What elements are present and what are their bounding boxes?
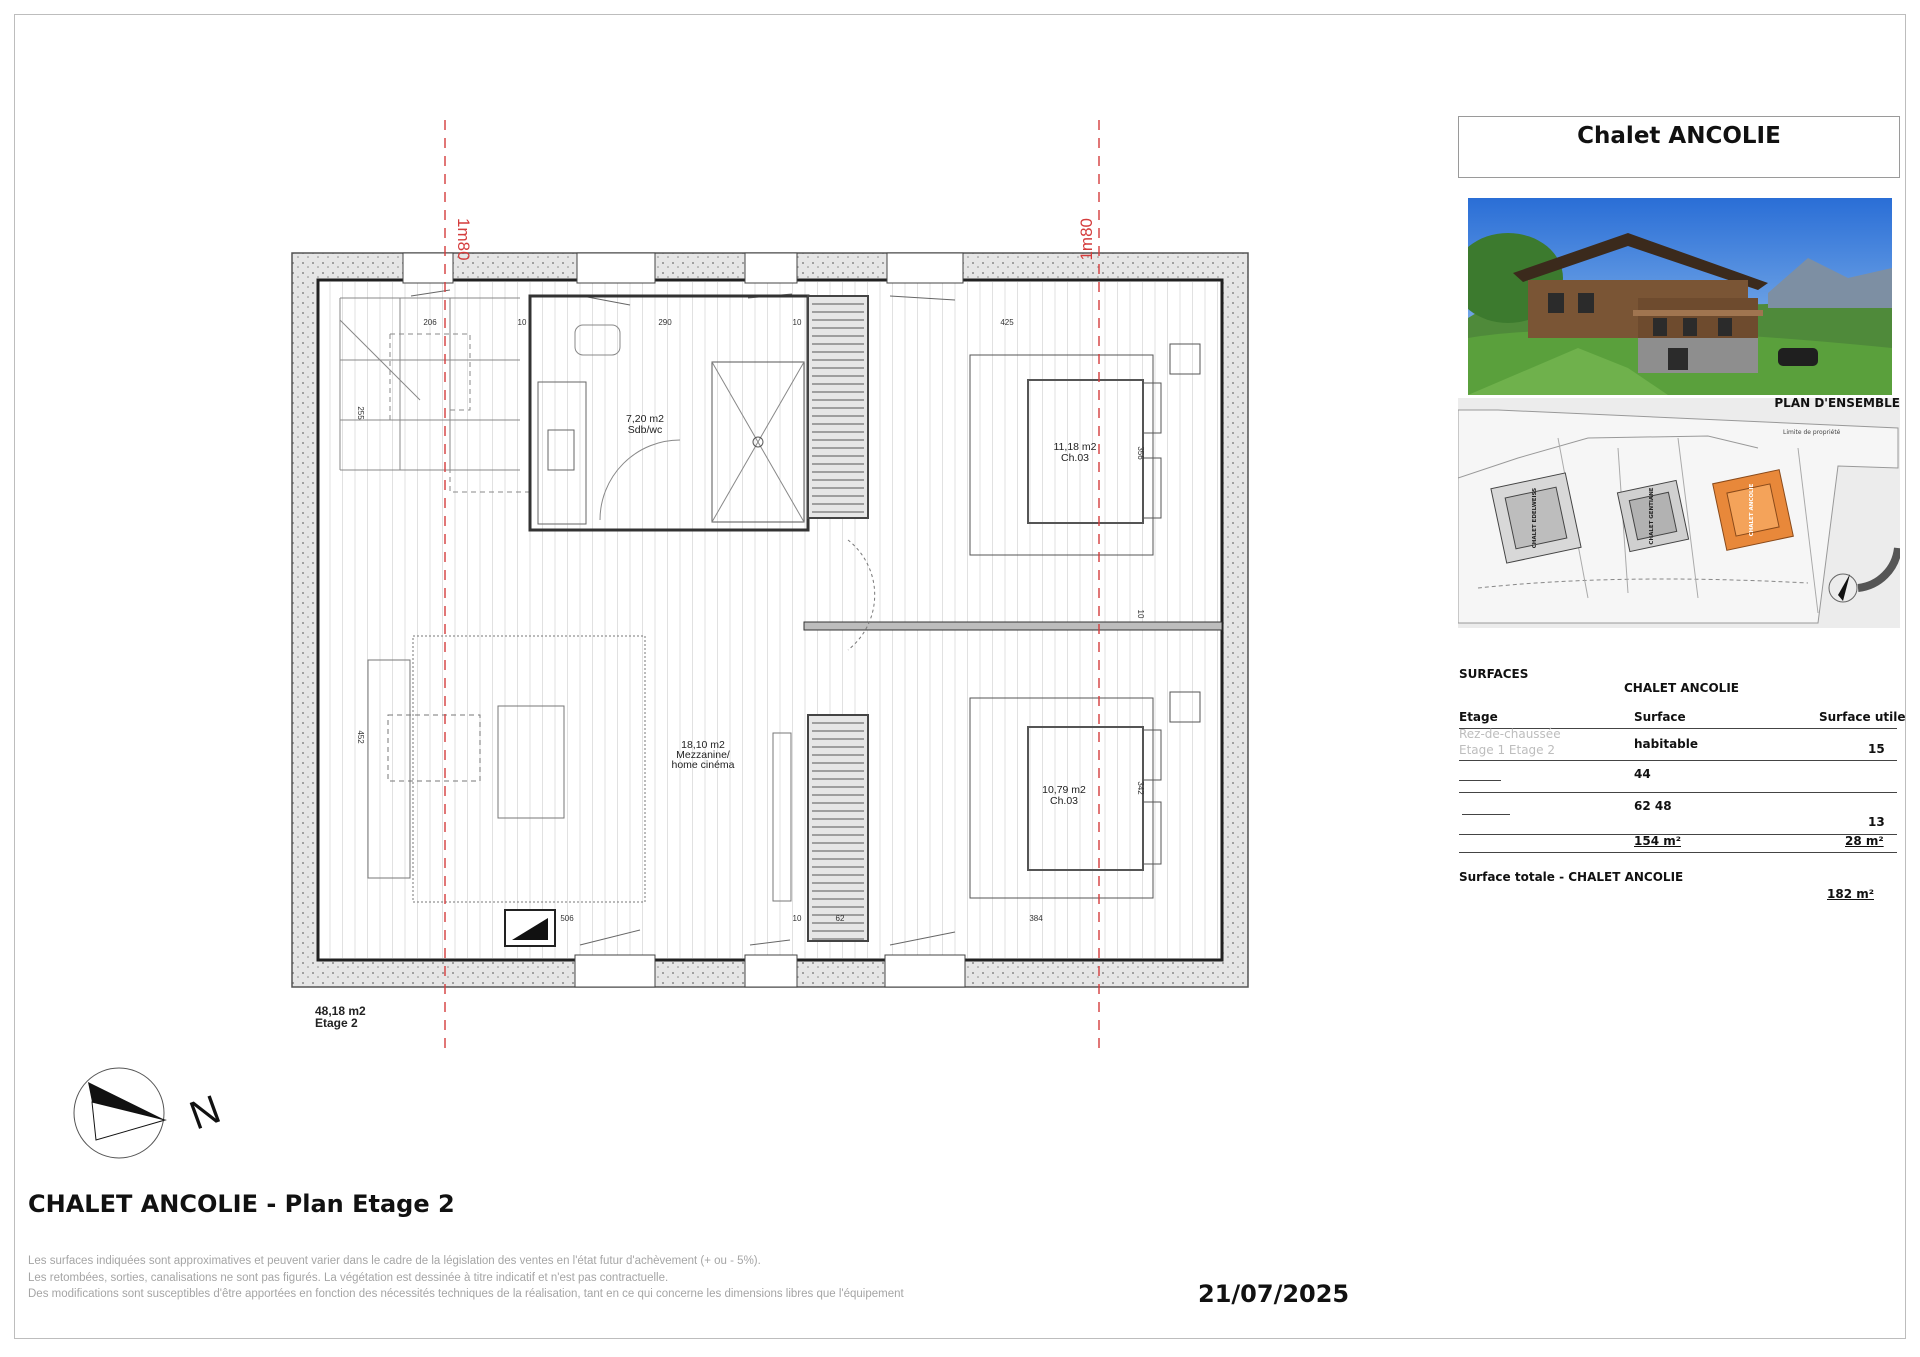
dim: 255 [356,406,365,420]
room-area-ch-bot: 10,79 m2 [1042,784,1086,796]
room-name-ch-bot: Ch.03 [1049,795,1079,807]
col-habitable: habitable [1634,737,1699,751]
floor-area: 48,18 m2 [315,1004,366,1018]
hab-1: 44 [1634,767,1651,781]
disclaimer-line: Les retombées, sorties, canalisations ne sont pas figurés. La végétation est dessinée à titre indicatif et n'est pas contractuelle. [28,1271,669,1284]
title-box [1458,116,1900,178]
chalet-title: Chalet ANCOLIE [1577,123,1781,149]
dim: 290 [658,318,672,327]
height-label-left: 1m80 [454,218,473,261]
dim: 62 [835,914,845,923]
dim: 206 [423,318,437,327]
disclaimer [28,1253,904,1303]
north-arrow-icon [74,1068,165,1158]
room-name-mezz-2: home cinéma [671,759,735,771]
dim: 10 [792,914,802,923]
wall-inner [318,280,1222,960]
dim: 506 [560,914,574,923]
partition-wall [804,622,1222,630]
floor-name: Etage 2 [315,1016,358,1030]
floor-names-1: Rez-de-chaussée [1459,727,1561,741]
dim: 342 [1136,781,1145,795]
site-chalet-2: CHALET GENTIANE [1649,487,1655,545]
plan-date: 21/07/2025 [1198,1280,1350,1308]
wardrobe-bottom [808,715,868,941]
wardrobe-top [808,296,868,518]
dim: 356 [1136,446,1145,460]
table-rule [1459,852,1897,853]
room-name-bath: Sdb/wc [627,424,663,436]
utile-1: 15 [1868,742,1885,756]
hab-total: 154 m² [1634,834,1681,848]
col-etage: Etage [1459,710,1498,724]
floor-names-2: Etage 1 Etage 2 [1459,743,1555,757]
room-area-bath: 7,20 m2 [626,413,664,425]
surfaces-chalet-name: CHALET ANCOLIE [1624,681,1739,695]
dim: 425 [1000,318,1014,327]
hab-2: 62 48 [1634,799,1672,813]
chalet-rendering [1468,198,1892,395]
north-label: N [184,1087,227,1139]
table-rule [1459,760,1897,761]
utile-total: 28 m² [1845,834,1884,848]
room-area-mezz: 18,10 m2 [681,739,725,751]
col-surface: Surface [1634,710,1686,724]
site-chalet-1: CHALET EDELWEISS [1532,487,1538,549]
surfaces-heading: SURFACES [1459,667,1529,681]
table-rule [1459,780,1501,781]
table-rule [1459,792,1897,793]
dim: 10 [1136,609,1145,619]
site-chalet-3: CHALET ANCOLIE [1749,483,1755,537]
disclaimer-line: Des modifications sont susceptibles d'être apportées en fonction des nécessités techniques de la réalisation, tant en ce qui concerne les dimensions libres que l'équipement [28,1288,904,1300]
site-plan-label: PLAN D'ENSEMBLE [1774,396,1900,410]
hatch-icon [505,910,555,946]
total-value: 182 m² [1827,887,1874,901]
disclaimer-line: Les surfaces indiquées sont approximatives et peuvent varier dans le cadre de la législation des ventes en l'état futur d'achèvement (+ ou - 5%). [28,1255,761,1267]
site-property-limit: Limite de propriété [1783,429,1841,436]
dim: 10 [792,318,802,327]
room-name-mezz: Mezzanine/ [676,749,730,761]
height-label-right: 1m80 [1077,218,1096,261]
dim: 384 [1029,914,1043,923]
windows-bottom [575,955,965,987]
table-rule [1462,814,1510,815]
site-plan [1458,398,1900,628]
col-utile: Surface utile [1819,710,1906,724]
room-area-ch-top: 11,18 m2 [1053,441,1097,453]
total-label: Surface totale - CHALET ANCOLIE [1459,870,1684,884]
room-name-ch-top: Ch.03 [1060,452,1090,464]
plan-title: CHALET ANCOLIE - Plan Etage 2 [28,1190,455,1218]
utile-2: 13 [1868,815,1885,829]
dim: 10 [517,318,527,327]
dim: 452 [356,730,365,744]
